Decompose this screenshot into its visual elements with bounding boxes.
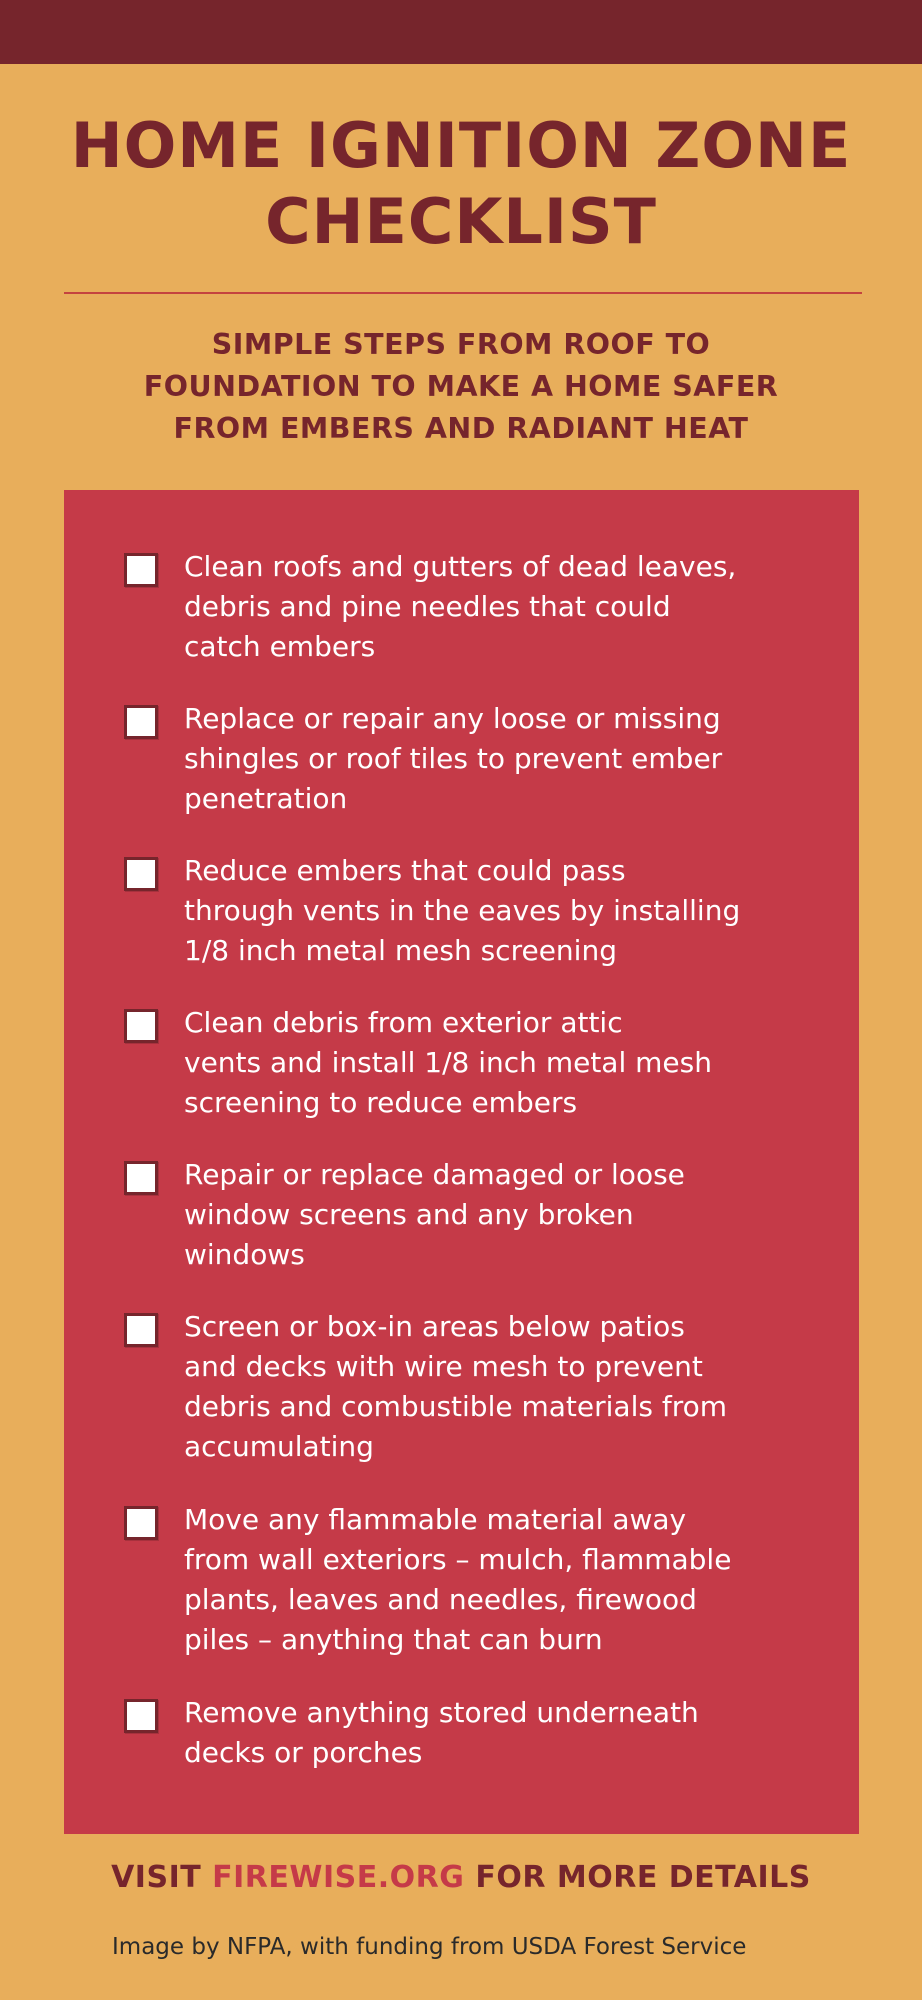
checklist-panel: [64, 490, 859, 1834]
subtitle-line-1: SIMPLE STEPS FROM ROOF TO: [211, 328, 711, 361]
checklist-item-text: Replace or repair any loose or missing shingles or roof tiles to prevent ember penetration: [184, 702, 723, 815]
checkbox[interactable]: [124, 857, 158, 891]
checkbox[interactable]: [124, 1313, 158, 1347]
subtitle-line-3: FROM EMBERS AND RADIANT HEAT: [173, 412, 749, 445]
checkbox[interactable]: [124, 1699, 158, 1733]
checklist-item-text: Reduce embers that could pass through vents in the eaves by installing 1/8 inch metal mesh screening: [184, 854, 741, 967]
subtitle: [70, 324, 852, 450]
checklist-item-text: Move any flammable material away from wall exteriors – mulch, flammable plants, leaves and needles, firewood piles – anything that can burn: [184, 1503, 732, 1656]
title-line-2: CHECKLIST: [265, 185, 657, 258]
title-line-1: HOME IGNITION ZONE: [70, 109, 852, 182]
checkbox[interactable]: [124, 1009, 158, 1043]
subtitle-line-2: FOUNDATION TO MAKE A HOME SAFER: [143, 370, 779, 403]
checkbox[interactable]: [124, 553, 158, 587]
footer-visit-text: VISIT: [111, 1860, 213, 1895]
image-credit: Image by NFPA, with funding from USDA Forest Service: [112, 1934, 747, 1960]
checkbox[interactable]: [124, 705, 158, 739]
checklist-item-text: Repair or replace damaged or loose window screens and any broken windows: [184, 1158, 685, 1271]
top-banner-bar: [0, 0, 922, 64]
page-title: [0, 108, 922, 260]
footer-rest-text: FOR MORE DETAILS: [464, 1860, 811, 1895]
checklist-item-text: Clean debris from exterior attic vents and install 1/8 inch metal mesh screening to reduce embers: [184, 1006, 712, 1119]
footer-call-to-action: [0, 1860, 922, 1895]
title-divider: [64, 292, 862, 294]
checkbox[interactable]: [124, 1161, 158, 1195]
checklist-item-text: Screen or box-in areas below patios and decks with wire mesh to prevent debris and combustible materials from accumulating: [184, 1310, 727, 1463]
checkbox[interactable]: [124, 1506, 158, 1540]
checklist-item-text: Clean roofs and gutters of dead leaves, debris and pine needles that could catch embers: [184, 550, 737, 663]
checklist-item-text: Remove anything stored underneath decks or porches: [184, 1696, 699, 1769]
firewise-link[interactable]: FIREWISE.ORG: [212, 1860, 465, 1895]
